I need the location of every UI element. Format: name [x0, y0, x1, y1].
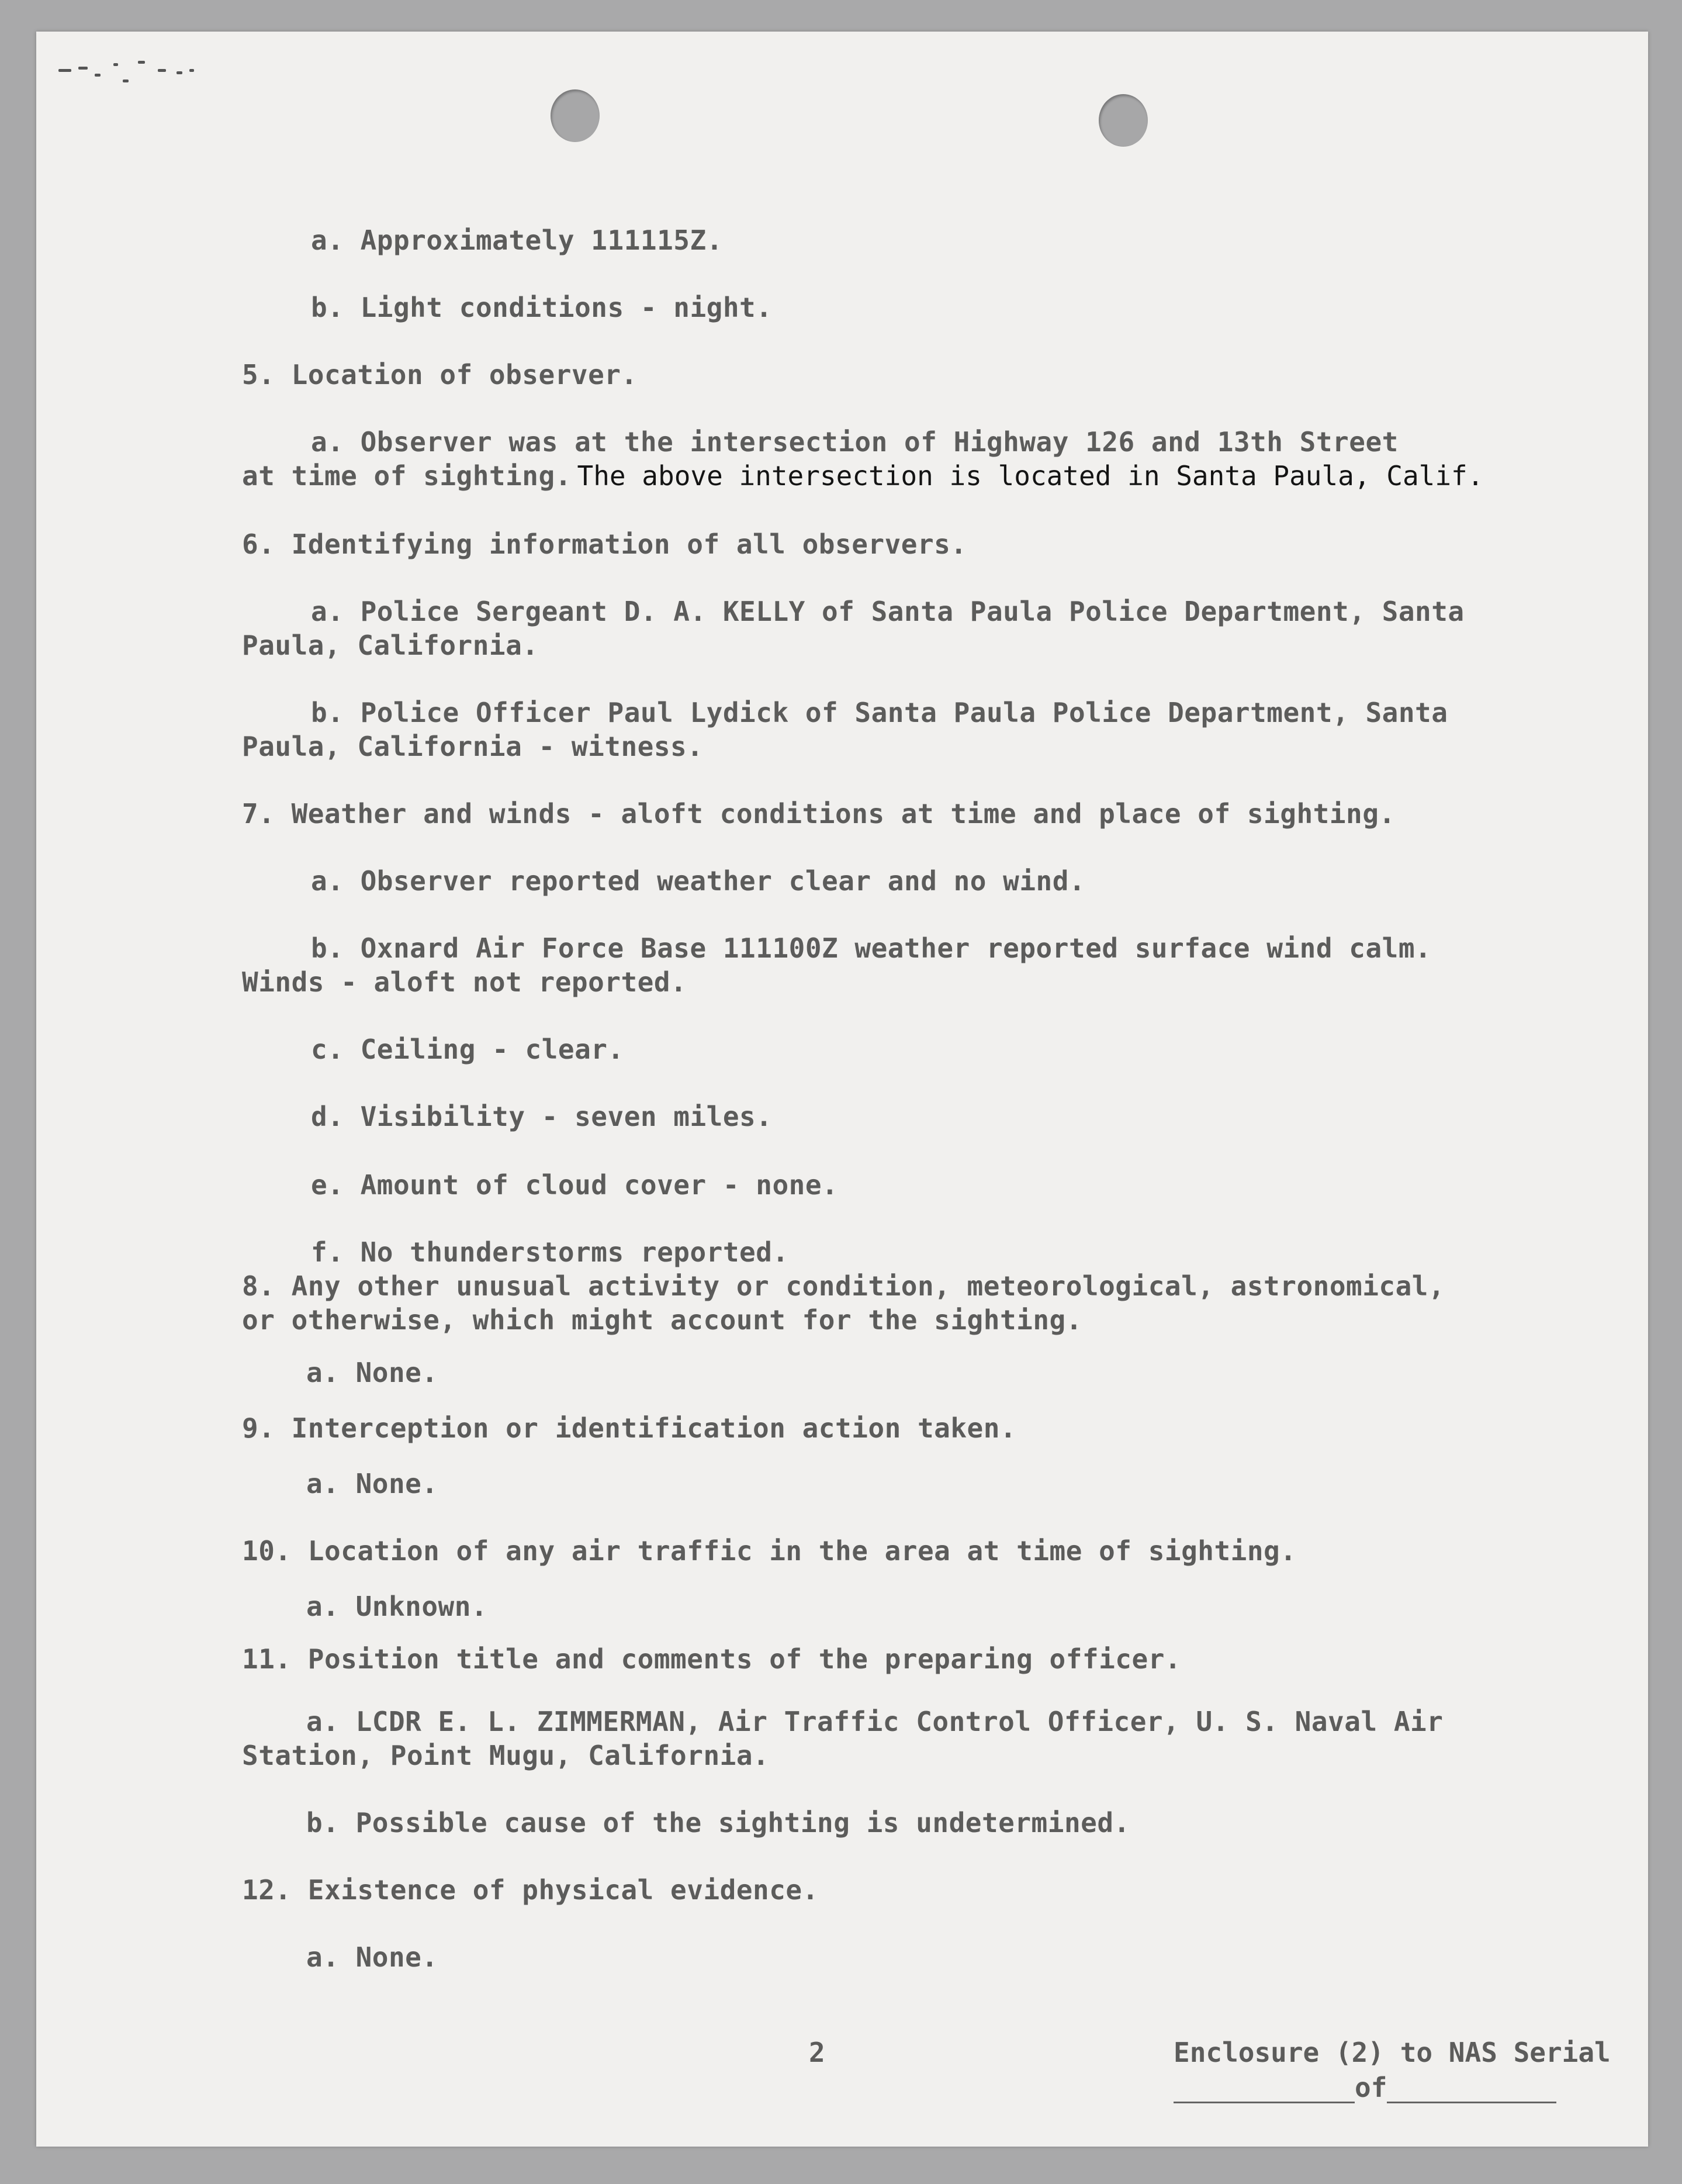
line-4b: b. Light conditions - night.	[311, 292, 773, 323]
line-12a: a. None.	[306, 1941, 438, 1973]
line-7: 7. Weather and winds - aloft conditions at time and place of sighting.	[242, 798, 1396, 830]
punch-hole-right	[1099, 94, 1148, 147]
corner-marks	[54, 56, 217, 97]
line-5a-cont	[242, 460, 1483, 492]
blank-serial-line	[1174, 2078, 1355, 2103]
line-11b: b. Possible cause of the sighting is undetermined.	[306, 1807, 1130, 1839]
line-7a: a. Observer reported weather clear and no wind.	[311, 865, 1086, 897]
line-8a: a. None.	[306, 1357, 438, 1388]
line-6b: b. Police Officer Paul Lydick of Santa Paula Police Department, Santa	[311, 697, 1448, 728]
line-11: 11. Position title and comments of the preparing officer.	[242, 1643, 1182, 1675]
line-12: 12. Existence of physical evidence.	[242, 1874, 819, 1906]
line-7b-cont: Winds - aloft not reported.	[242, 966, 687, 998]
line-5a-cont-text: at time of sighting.	[242, 460, 572, 492]
page-number: 2	[809, 2037, 825, 2068]
enclosure-of-line	[1174, 2072, 1556, 2103]
line-7c: c. Ceiling - clear.	[311, 1034, 624, 1065]
blank-date-line	[1387, 2078, 1556, 2103]
line-6a: a. Police Sergeant D. A. KELLY of Santa Paula Police Department, Santa	[311, 596, 1465, 627]
line-8-cont: or otherwise, which might account for the sighting.	[242, 1304, 1082, 1336]
line-7e: e. Amount of cloud cover - none.	[311, 1169, 839, 1201]
line-5a: a. Observer was at the intersection of Highway 126 and 13th Street	[311, 426, 1399, 458]
line-6: 6. Identifying information of all observers.	[242, 528, 967, 560]
line-9: 9. Interception or identification action taken.	[242, 1412, 1017, 1444]
line-9a: a. None.	[306, 1468, 438, 1499]
line-7b: b. Oxnard Air Force Base 111100Z weather reported surface wind calm.	[311, 932, 1432, 964]
line-6b-cont: Paula, California - witness.	[242, 731, 704, 762]
line-10: 10. Location of any air traffic in the area at time of sighting.	[242, 1535, 1297, 1567]
line-7f: f. No thunderstorms reported.	[311, 1236, 789, 1268]
line-8: 8. Any other unusual activity or condition, meteorological, astronomical,	[242, 1270, 1445, 1302]
line-6a-cont: Paula, California.	[242, 630, 539, 661]
punch-hole-left	[551, 89, 600, 142]
line-10a: a. Unknown.	[306, 1591, 488, 1622]
line-11a: a. LCDR E. L. ZIMMERMAN, Air Traffic Control Officer, U. S. Naval Air	[306, 1706, 1444, 1737]
line-5: 5. Location of observer.	[242, 359, 638, 391]
of-label: of	[1355, 2072, 1387, 2103]
document-page	[36, 32, 1648, 2147]
line-4a: a. Approximately 111115Z.	[311, 224, 723, 256]
enclosure-label: Enclosure (2) to NAS Serial	[1174, 2037, 1611, 2068]
line-11a-cont: Station, Point Mugu, California.	[242, 1740, 770, 1771]
line-7d: d. Visibility - seven miles.	[311, 1101, 773, 1132]
typed-addition: The above intersection is located in Santa Paula, Calif.	[577, 460, 1484, 492]
